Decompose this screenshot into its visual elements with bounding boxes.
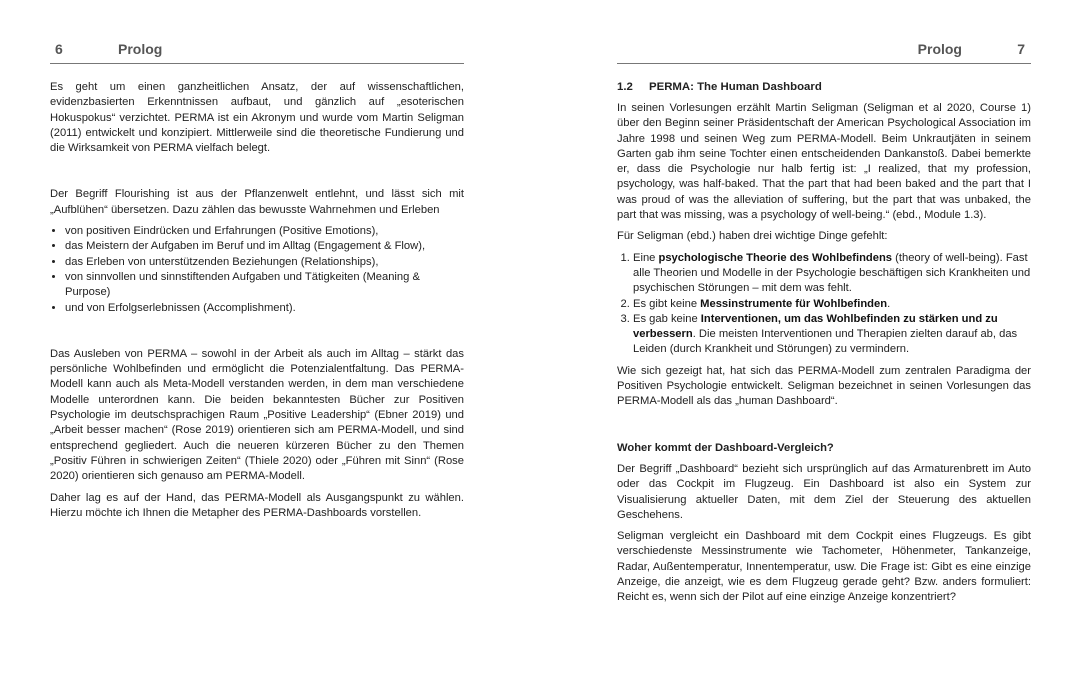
right-page-header <box>617 0 1031 64</box>
left-page-header <box>50 0 464 64</box>
right-page <box>617 0 1031 604</box>
subheading: Woher kommt der Dashboard-Vergleich? <box>617 441 834 454</box>
list-item: 2. Es gibt keine Messinstrumente für Wohlbefinden. <box>633 297 1031 312</box>
section-number: 1.2 <box>617 81 633 93</box>
left-page-body <box>50 80 464 521</box>
section-heading <box>617 80 1031 95</box>
paragraph: In seinen Vorlesungen erzählt Martin Seligman (Seligman et al 2020, Course 1) über den Beginn seiner Präsidentschaft der American Psychological Association im Jahre 1998 und seinen Weg zum PERMA-Modell. Beim Unkrautjäten in seinem Garten gab ihm seine Tochter einen entscheidenden Dankanstoß. Dabei bemerkte er, dass die Psychologie nur halb fertig ist: „I realized, that my profession, psychology, was half-baked. That the part that had been baked and the part that I was proud of was the alleviation of suffering, but the part that was unbaked, the part that was missing, was a psychology of well-being.“ (ebd., Module 1.3). <box>617 102 1031 222</box>
list-item: • und von Erfolgserlebnissen (Accomplishment). <box>65 301 464 316</box>
page-number: 7 <box>1017 41 1025 57</box>
list-item: • von positiven Eindrücken und Erfahrungen (Positive Emotions), <box>65 224 464 239</box>
numbered-list <box>617 251 1031 358</box>
running-title: Prolog <box>118 41 163 57</box>
list-item: • das Meistern der Aufgaben im Beruf und im Alltag (Engagement & Flow), <box>65 239 464 254</box>
paragraph: Daher lag es auf der Hand, das PERMA-Modell als Ausgangspunkt zu wählen. Hierzu möchte ich Ihnen die Metapher des PERMA-Dashboards vorstellen. <box>50 491 464 519</box>
right-page-body <box>617 80 1031 606</box>
running-title: Prolog <box>917 41 962 57</box>
list-item: • das Erleben von unterstützenden Beziehungen (Relationships), <box>65 255 464 270</box>
paragraph: Seligman vergleicht ein Dashboard mit dem Cockpit eines Flugzeugs. Es gibt verschiedenste Messinstrumente wie Tachometer, Höhenmeter, Tankanzeige, Radar, Außentemperatur, Innentemperatur, usw. Die Frage ist: Gibt es eine einzige Anzeige, die anzeigt, wie es dem Flugzeug gerade geht? Bzw. anders formuliert: Reicht es, wenn sich der Pilot auf eine einzige Anzeige konzentriert? <box>617 530 1031 604</box>
paragraph: Es geht um einen ganzheitlichen Ansatz, der auf wissenschaftlichen, evidenzbasierten Erkenntnissen aufbaut, und gänzlich auf „esoterischen Hokuspokus“ verzichtet. PERMA ist ein Akronym und wurde vom Martin Seligman (2011) entwickelt und konzipiert. Mittlerweile sind die theoretische Fundierung und die Wirksamkeit von PERMA vielfach belegt. <box>50 81 464 155</box>
paragraph: Der Begriff Flourishing ist aus der Pflanzenwelt entlehnt, und lässt sich mit „Aufblühen“ übersetzen. Dazu zählen das bewusste Wahrnehmen und Erleben <box>50 188 464 216</box>
list-item: • von sinnvollen und sinnstiftenden Aufgaben und Tätigkeiten (Meaning & Purpose) <box>65 270 464 301</box>
list-item: 1. Eine psychologische Theorie des Wohlbefindens (theory of well-being). Fast alle Theorien und Modelle in der Psychologie beschäftigen sich Krankheiten und psychischen Störungen – mit dem was fehlt. <box>633 251 1031 297</box>
page-number: 6 <box>55 41 63 57</box>
bullet-list <box>50 224 464 316</box>
paragraph: Für Seligman (ebd.) haben drei wichtige Dinge gefehlt: <box>617 230 888 243</box>
paragraph: Der Begriff „Dashboard“ bezieht sich ursprünglich auf das Armaturenbrett im Auto oder das Cockpit im Flugzeug. Ein Dashboard ist also ein System zur Visualisierung aktueller Daten, mit dem Ziel der Steuerung des aktuellen Geschehens. <box>617 462 1031 521</box>
paragraph: Wie sich gezeigt hat, hat sich das PERMA-Modell zum zentralen Paradigma der Positiven Psychologie entwickelt. Seligman bezeichnet in seinen Vorlesungen das PERMA-Modell als das „human Dashboard“. <box>617 364 1031 408</box>
section-title: PERMA: The Human Dashboard <box>649 81 822 93</box>
paragraph: Das Ausleben von PERMA – sowohl in der Arbeit als auch im Alltag – stärkt das persönliche Wohlbefinden und ermöglicht die Potenzialentfaltung. Das PERMA-Modell kann auch als Meta-Modell verstanden werden, in dem man verschiedene Modelle unterordnen kann. Die beiden bekanntesten Bücher zur Positiven Psychologie im deutschsprachigen Raum „Positive Leadership“ (Ebner 2019) und „Arbeit besser machen“ (Rose 2019) orientieren sich am PERMA-Modell, und sind entsprechend gegliedert. Auch die neueren kürzeren Bücher zu den Themen „Positiv Führen in schwierigen Zeiten“ (Thiele 2020) oder „Führen mit Sinn“ (Rose 2020) orientieren sich genauso am PERMA-Modell. <box>50 347 464 483</box>
left-page <box>50 0 464 519</box>
list-item: 3. Es gab keine Interventionen, um das Wohlbefinden zu stärken und zu verbessern. Die meisten Interventionen und Therapien zielten darauf ab, das Leiden (durch Krankheit und Störungen) zu vermindern. <box>633 312 1031 358</box>
